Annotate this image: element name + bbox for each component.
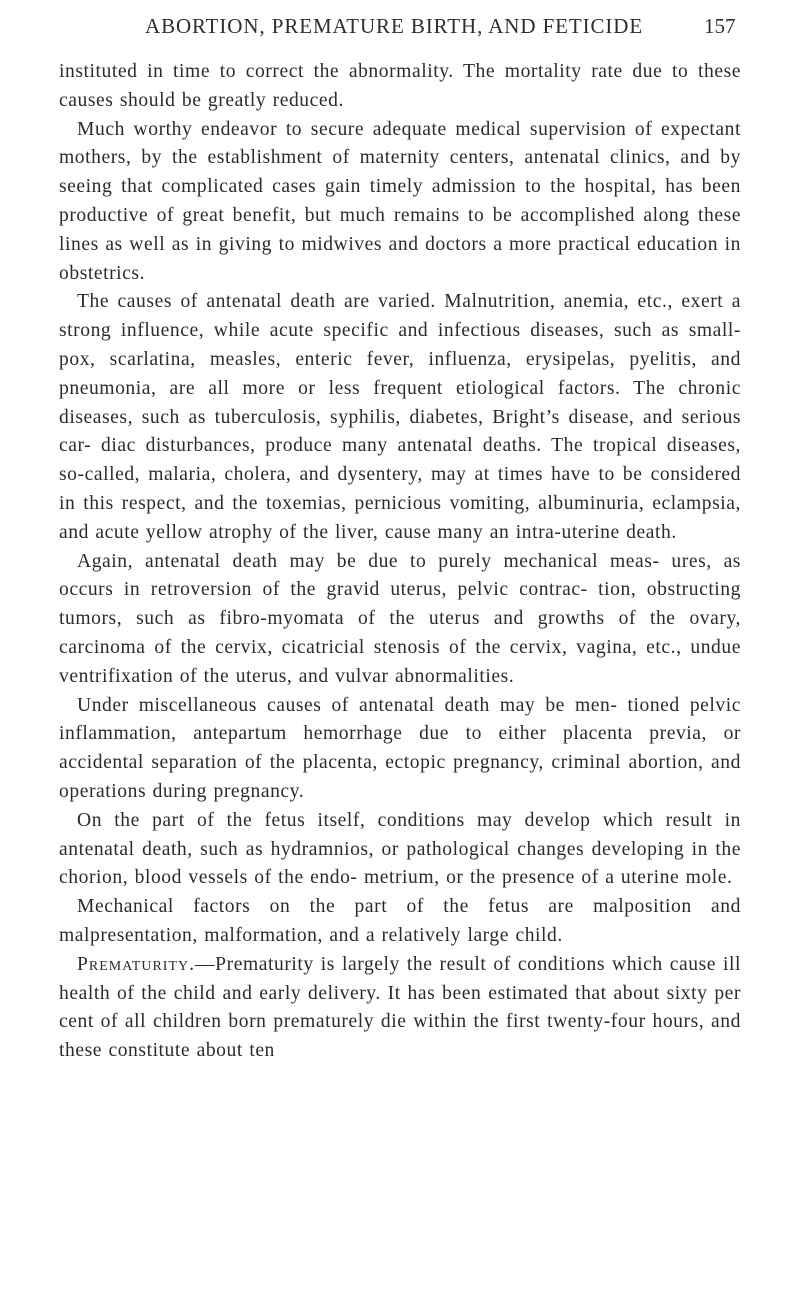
page-number: 157: [704, 14, 736, 38]
paragraph-mechanical-causes: Again, antenatal death may be due to purely mechanical meas- ures, as occurs in retroversion of the gravid uterus, pelvic contrac- tion, obstructing tumors, such as fibro-myomata of the uterus and growths of the ovary, carcinoma of the cervix, cicatricial stenosis of the cervix, vagina, etc., undue ventrifixation of the uterus, and vulvar abnormalities.: [59, 550, 741, 687]
paragraph-causes-of-antenatal-death: The causes of antenatal death are varied. Malnutrition, anemia, etc., exert a strong influence, while acute specific and infectious diseases, such as small-pox, scarlatina, measles, enteric fever, influenza, erysipelas, pyelitis, and pneumonia, are all more or less frequent etiological factors. The chronic diseases, such as tuberculosis, syphilis, diabetes, Bright’s disease, and serious car- diac disturbances, produce many antenatal deaths. The tropical diseases, so-called, malaria, cholera, and dysentery, may at times have to be considered in this respect, and the toxemias, pernicious vomiting, albuminuria, eclampsia, and acute yellow atrophy of the liver, cause many an intra-uterine death.: [59, 291, 741, 543]
running-head: [0, 14, 800, 44]
paragraph-continuation: instituted in time to correct the abnormality. The mortality rate due to these causes should be greatly reduced.: [59, 61, 741, 111]
running-title: ABORTION, PREMATURE BIRTH, AND FETICIDE: [145, 14, 644, 38]
paragraph-medical-supervision: Much worthy endeavor to secure adequate medical supervision of expectant mothers, by the establishment of maternity centers, antenatal clinics, and by seeing that complicated cases gain timely admission to the hospital, has been productive of great benefit, but much remains to be accomplished along these lines as well as in giving to midwives and doctors a more practical education in obstetrics.: [59, 118, 741, 284]
paragraph-fetal-conditions: On the part of the fetus itself, conditions may develop which result in antenatal death, such as hydramnios, or pathological changes developing in the chorion, blood vessels of the endo- metrium, or the presence of a uterine mole.: [59, 809, 741, 889]
body-text: [59, 58, 741, 1066]
prematurity-heading: Prematurity.: [77, 953, 196, 975]
paragraph-miscellaneous-causes: Under miscellaneous causes of antenatal death may be men- tioned pelvic inflammation, antepartum hemorrhage due to either placenta previa, or accidental separation of the placenta, ectopic pregnancy, criminal abortion, and operations during pregnancy.: [59, 694, 741, 802]
paragraph-fetal-mechanical-factors: Mechanical factors on the part of the fetus are malposition and malpresentation, malformation, and a relatively large child.: [59, 896, 741, 946]
prematurity-text: —Prematurity is largely the result of conditions which cause ill health of the child and early delivery. It has been estimated that about sixty per cent of all children born prematurely die within the first twenty-four hours, and these constitute about ten: [59, 953, 741, 1062]
paragraph-prematurity: [59, 951, 741, 1066]
